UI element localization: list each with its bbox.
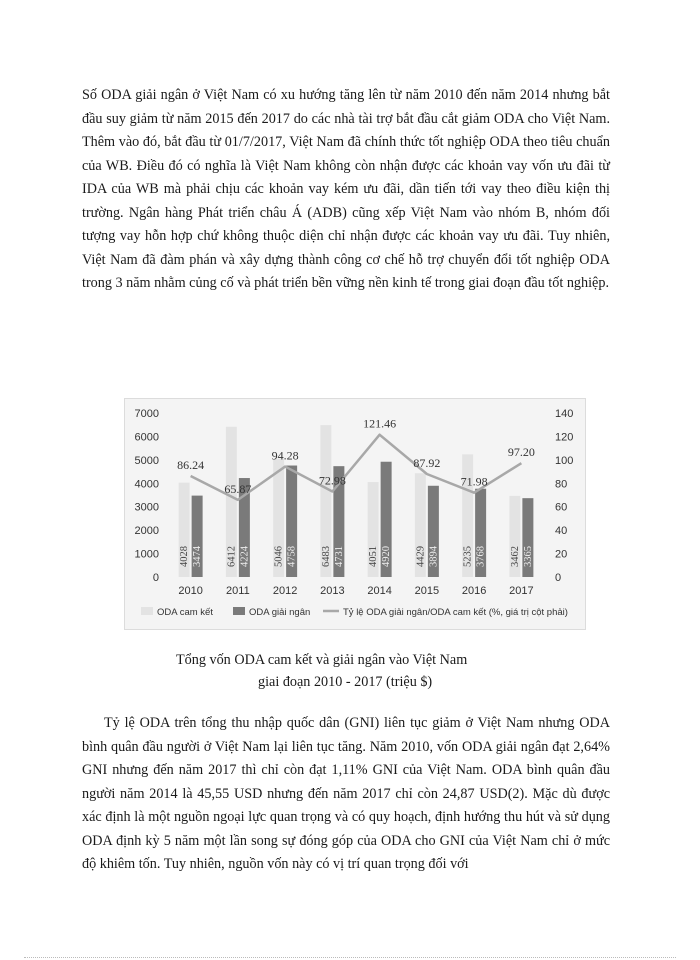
x-tick-label: 2014 — [367, 585, 392, 597]
legend-label-cam-ket: ODA cam kết — [157, 607, 213, 618]
y-right-tick-label: 140 — [555, 408, 574, 420]
bar-value-label-cam-ket: 4429 — [415, 546, 427, 567]
oda-chart-svg — [125, 399, 585, 629]
ratio-data-label: 71.98 — [460, 474, 488, 489]
bar-value-label-giai-ngan: 4920 — [381, 546, 393, 567]
bar-value-label-giai-ngan: 3894 — [428, 546, 440, 567]
legend-label-giai-ngan: ODA giải ngân — [249, 607, 311, 618]
y-right-tick-label: 40 — [555, 525, 568, 538]
x-tick-label: 2013 — [320, 585, 345, 597]
x-tick-label: 2011 — [226, 585, 250, 597]
chart-caption-line-1: Tổng vốn ODA cam kết và giải ngân vào Việt Nam — [176, 652, 468, 668]
ratio-data-label: 72.98 — [318, 473, 346, 488]
y-left-tick-label: 3000 — [134, 501, 159, 514]
bar-value-label-cam-ket: 4051 — [368, 546, 380, 567]
y-left-tick-label: 1000 — [134, 548, 159, 561]
y-right-tick-label: 60 — [555, 501, 568, 514]
ratio-data-label: 97.20 — [507, 445, 535, 460]
bar-value-label-cam-ket: 5046 — [273, 546, 285, 567]
bar-value-label-giai-ngan: 4731 — [333, 546, 345, 567]
ratio-data-label: 94.28 — [271, 448, 299, 463]
y-left-tick-label: 2000 — [134, 525, 159, 538]
y-right-tick-label: 100 — [555, 454, 574, 467]
x-tick-label: 2016 — [461, 585, 487, 597]
paragraph-1: Số ODA giải ngân ở Việt Nam có xu hướng tăng lên từ năm 2010 đến năm 2014 nhưng bắt đầu suy giảm từ năm 2015 đến 2017 do các nhà tài trợ bắt đầu cắt giảm ODA cho Việt Nam. Thêm vào đó, bắt đầu từ 01/7/2017, Việt Nam đã chính thức tốt nghiệp ODA theo tiêu chuẩn của WB. Điều đó có nghĩa là Việt Nam không còn nhận được các khoản vay vốn ưu đãi từ IDA của WB mà phải chịu các khoản vay kém ưu đãi, dần tiến tới vay theo điều kiện thị trường. Ngân hàng Phát triển châu Á (ADB) cũng xếp Việt Nam vào nhóm B, nhóm đối tượng vay hỗn hợp chứ không thuộc diện chỉ nhận được các khoản vay ưu đãi. Tuy nhiên, Việt Nam đã đàm phán và xây dựng thành công cơ chế hỗ trợ chuyển đổi tốt nghiệp ODA trong 3 năm nhằm củng cố và phát triển bền vững nền kinh tế trong giai đoạn đầu tốt nghiệp. — [82, 87, 610, 291]
bar-value-label-cam-ket: 4028 — [179, 546, 191, 567]
y-left-tick-label: 4000 — [134, 478, 159, 491]
y-left-tick-label: 5000 — [134, 454, 159, 467]
bar-value-label-giai-ngan: 4224 — [239, 546, 251, 567]
chart-caption-line-2: giai đoạn 2010 - 2017 (triệu $) — [258, 674, 433, 690]
bar-value-label-cam-ket: 6412 — [226, 546, 238, 567]
ratio-data-label: 86.24 — [177, 457, 205, 472]
y-right-tick-label: 20 — [555, 548, 568, 561]
legend-swatch-giai-ngan — [233, 607, 245, 615]
x-tick-label: 2015 — [414, 585, 440, 597]
y-left-tick-label: 6000 — [134, 431, 159, 444]
legend-label-ratio: Tỷ lệ ODA giải ngân/ODA cam kết (%, giá trị cột phải) — [343, 607, 568, 618]
ratio-data-label: 121.46 — [363, 416, 397, 431]
bar-value-label-cam-ket: 6483 — [320, 546, 332, 567]
x-tick-label: 2010 — [178, 585, 203, 597]
bar-value-label-cam-ket: 5235 — [462, 546, 474, 567]
x-tick-label: 2017 — [509, 585, 534, 597]
ratio-data-label: 65.87 — [224, 481, 252, 496]
y-left-tick-label: 7000 — [134, 408, 159, 420]
bar-value-label-cam-ket: 3462 — [509, 546, 521, 567]
x-tick-label: 2012 — [272, 585, 298, 597]
y-right-tick-label: 80 — [555, 478, 568, 491]
y-right-tick-label: 120 — [555, 431, 574, 444]
legend-swatch-cam-ket — [141, 607, 153, 615]
bar-value-label-giai-ngan: 3365 — [522, 546, 534, 567]
paragraph-2: Tỷ lệ ODA trên tổng thu nhập quốc dân (GNI) liên tục giảm ở Việt Nam nhưng ODA bình quân đầu người ở Việt Nam lại liên tục tăng. Năm 2010, vốn ODA giải ngân đạt 2,64% GNI nhưng đến năm 2017 thì chỉ còn đạt 1,11% GNI của Việt Nam. ODA bình quân đầu người năm 2014 là 45,55 USD nhưng đến năm 2017 chỉ còn 24,87 USD(2). Mặc dù được xác định là một nguồn ngoại lực quan trọng và có quy hoạch, định hướng thu hút và sử dụng ODA định kỳ 5 năm một lần song sự đóng góp của ODA cho GNI của Việt Nam chỉ ở mức độ khiêm tốn. Tuy nhiên, nguồn vốn này có vị trí quan trọng đối với — [82, 715, 610, 872]
y-right-tick-label: 0 — [555, 572, 562, 584]
bar-value-label-giai-ngan: 3768 — [475, 546, 487, 567]
y-left-tick-label: 0 — [152, 572, 159, 584]
page-bottom-rule — [24, 957, 676, 958]
ratio-data-label: 87.92 — [413, 456, 441, 471]
bar-value-label-giai-ngan: 3474 — [192, 546, 204, 567]
oda-chart — [124, 398, 586, 630]
bar-value-label-giai-ngan: 4758 — [286, 546, 298, 567]
